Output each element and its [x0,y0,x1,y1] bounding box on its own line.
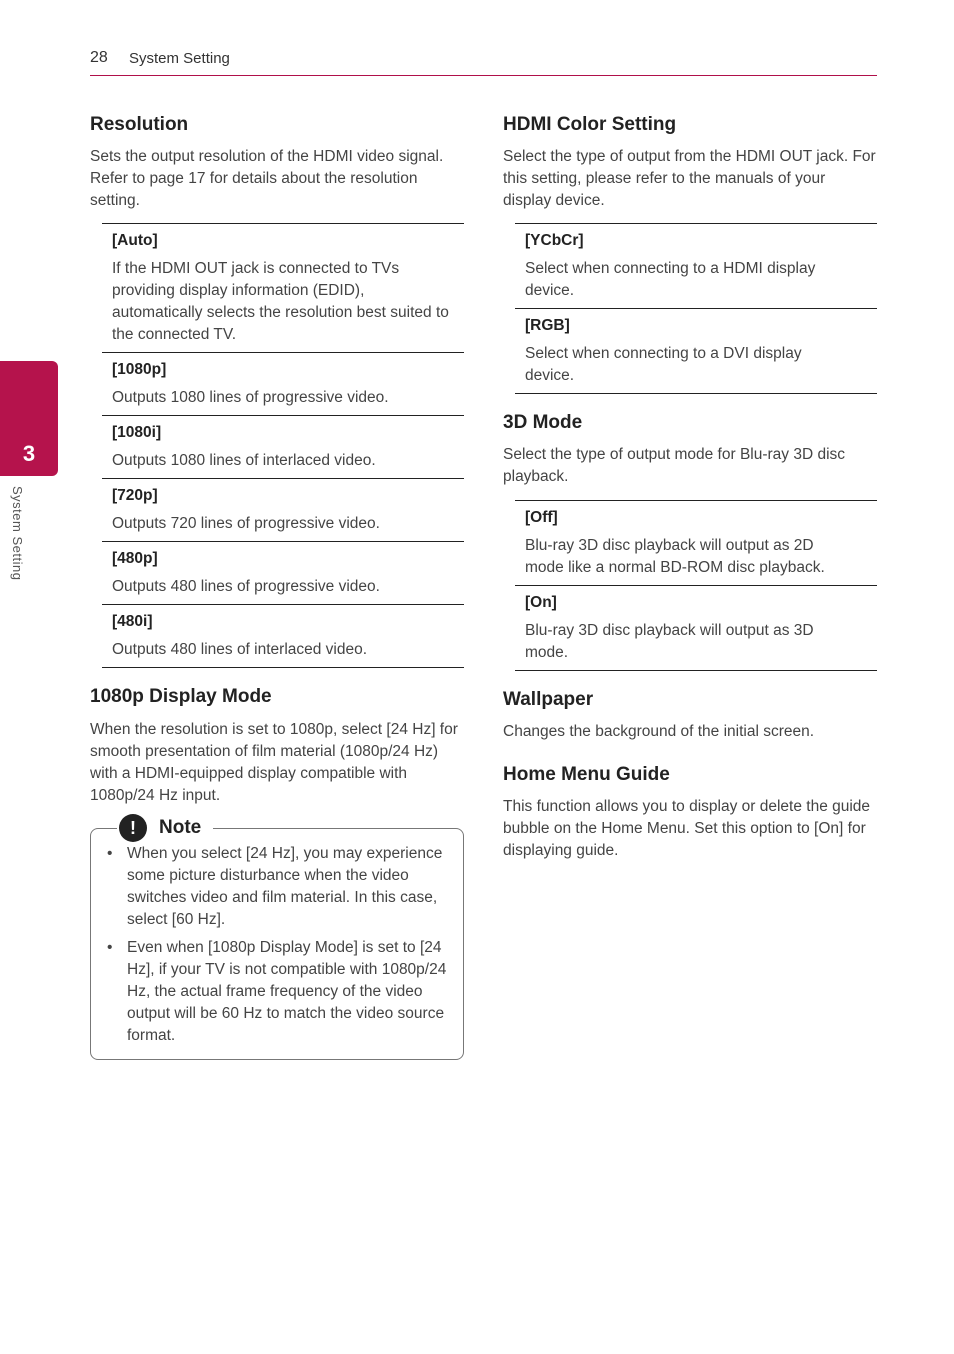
option-label: [Off] [525,509,558,526]
option-description: Outputs 1080 lines of progressive video. [112,389,389,406]
option-label: [Auto] [112,232,158,249]
option-label: [RGB] [525,317,570,334]
display-mode-body: When the resolution is set to 1080p, select [24 Hz] for smooth presentation of film material (1080p/24 Hz) with a HDMI-equipped display compatible with 1080p/24 Hz input. [90,721,458,804]
header-section-title: System Setting [129,50,230,67]
option-label: [480i] [112,613,153,630]
option-row [515,500,877,586]
home-menu-body: This function allows you to display or delete the guide bubble on the Home Menu. Set this option to [On] for displaying guide. [503,798,871,859]
option-description: Blu-ray 3D disc playback will output as 3D mode. [525,622,814,661]
option-description: Blu-ray 3D disc playback will output as 2D mode like a normal BD-ROM disc playback. [525,537,825,576]
note-item: • When you select [24 Hz], you may experience some picture disturbance when the video switches video and film material. In this case, select [60 Hz]. [105,843,447,931]
resolution-options [102,223,464,668]
option-label: [On] [525,594,557,611]
option-description: Outputs 1080 lines of interlaced video. [112,452,376,469]
option-description: Outputs 480 lines of progressive video. [112,578,380,595]
option-description: If the HDMI OUT jack is connected to TVs providing display information (EDID), automatically selects the resolution best suited to the connected TV. [112,260,449,343]
option-description: Select when connecting to a DVI display device. [525,345,802,384]
hdmi-color-title: HDMI Color Setting [503,114,677,135]
option-row [102,479,464,542]
option-row [102,353,464,416]
option-row [515,223,877,309]
mode-3d-title: 3D Mode [503,412,583,433]
option-row [515,309,877,394]
exclamation-icon: ! [119,814,147,842]
option-description: Outputs 480 lines of interlaced video. [112,641,368,658]
hdmi-color-options [515,223,877,394]
wallpaper-body: Changes the background of the initial screen. [503,723,815,740]
option-row [102,223,464,353]
page-number: 28 [90,49,108,66]
chapter-label: System Setting [10,486,25,581]
option-row [102,605,464,668]
chapter-number: 3 [22,441,36,466]
mode-3d-body: Select the type of output mode for Blu-ray 3D disc playback. [503,446,846,485]
option-label: [1080i] [112,424,162,441]
option-row [102,416,464,479]
hdmi-color-body: Select the type of output from the HDMI OUT jack. For this setting, please refer to the manuals of your display device. [503,148,876,209]
resolution-body: Sets the output resolution of the HDMI video signal. Refer to page 17 for details about the resolution setting. [90,148,444,209]
option-label: [720p] [112,487,158,504]
chapter-tab [0,361,58,476]
display-mode-title: 1080p Display Mode [90,686,272,707]
mode-3d-options [515,500,877,671]
page-header [90,48,877,76]
option-description: Outputs 720 lines of progressive video. [112,515,380,532]
home-menu-title: Home Menu Guide [503,764,670,785]
option-row [102,542,464,605]
option-label: [1080p] [112,361,167,378]
option-label: [YCbCr] [525,232,584,249]
wallpaper-title: Wallpaper [503,689,594,710]
note-box [90,817,464,1060]
option-label: [480p] [112,550,158,567]
note-header [117,813,213,843]
note-list [105,843,447,1053]
note-item: • Even when [1080p Display Mode] is set to [24 Hz], if your TV is not compatible with 1080p/24 Hz, the actual frame frequency of the video output will be 60 Hz to match the video source format. [105,937,447,1047]
note-title: Note [159,817,202,838]
option-description: Select when connecting to a HDMI display device. [525,260,816,299]
option-row [515,586,877,671]
resolution-title: Resolution [90,114,189,135]
